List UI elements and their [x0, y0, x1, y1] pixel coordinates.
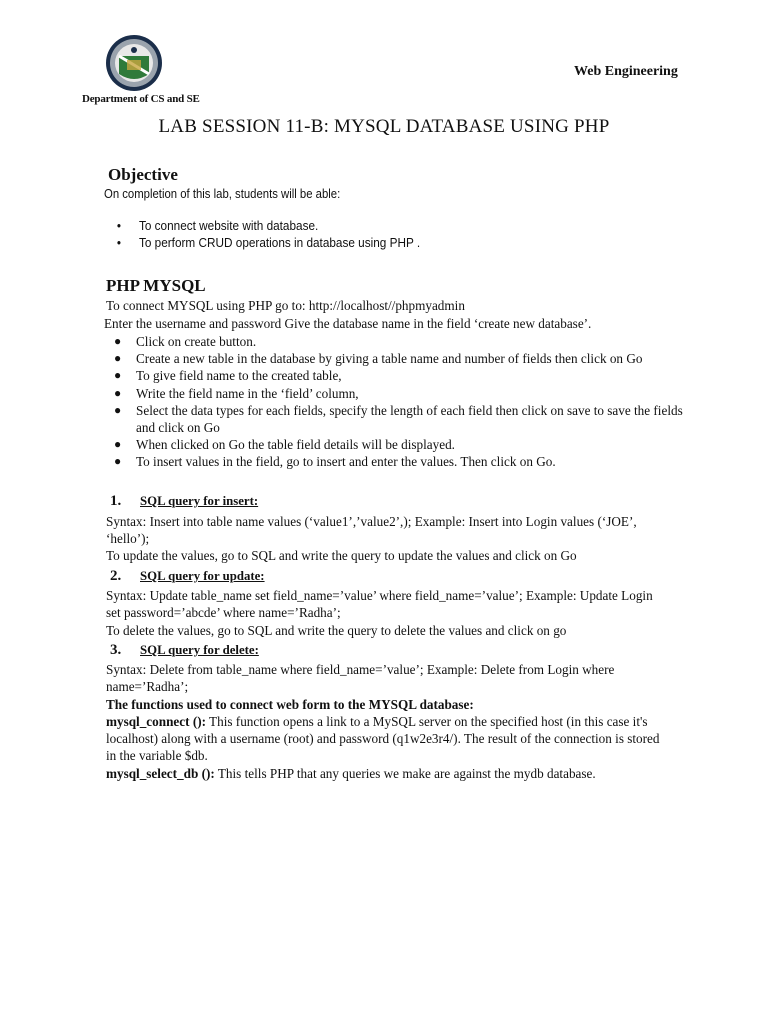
query-insert-syntax: Syntax: Insert into table name values (‘value1’,’value2’,); Example: Insert into Login values (‘JOE’, ‘hello’); — [106, 514, 637, 547]
list-item: ● Click on create button. — [114, 334, 257, 349]
delete-instruction: To delete the values, go to SQL and write the query to delete the values and click on go — [106, 623, 567, 638]
objective-list — [104, 217, 448, 251]
list-item: ● To insert values in the field, go to insert and enter the values. Then click on Go. — [114, 454, 556, 470]
list-item: • To connect website with database. — [116, 218, 319, 233]
department-name: Department of CS and SE — [82, 93, 200, 105]
list-item: ● Select the data types for each fields, specify the length of each field then click on save to save the fields and click on Go — [114, 402, 683, 436]
functions-heading: The functions used to connect web form to the MYSQL database: — [106, 697, 474, 712]
university-seal-logo — [105, 34, 163, 92]
mysql-select-db-description: mysql_select_db (): This tells PHP that any queries we make are against the mydb database. — [106, 766, 596, 781]
query-insert-heading: 1. SQL query for insert: — [110, 493, 259, 509]
mysql-connect-name: mysql_connect (): — [106, 714, 206, 729]
list-item: ● To give field name to the created table, — [114, 368, 342, 384]
query-delete-heading: 3. SQL query for delete: — [110, 642, 259, 658]
login-instruction: Enter the username and password Give the database name in the field ‘create new database’. — [104, 316, 592, 331]
list-item: ● Create a new table in the database by giving a table name and number of fields then click on Go — [114, 351, 643, 367]
php-mysql-heading: PHP MYSQL — [106, 276, 206, 295]
list-item: • To perform CRUD operations in database using PHP . — [116, 235, 421, 250]
steps-list — [106, 333, 686, 471]
query-update-heading: 2. SQL query for update: — [110, 568, 265, 584]
list-item: ● When clicked on Go the table field details will be displayed. — [114, 437, 455, 453]
lab-title: LAB SESSION 11-B: MYSQL DATABASE USING PHP — [158, 116, 610, 137]
course-name: Web Engineering — [574, 64, 678, 79]
query-delete-syntax: Syntax: Delete from table_name where field_name=’value’; Example: Delete from Login where name=’Radha’; — [106, 662, 615, 695]
objective-heading: Objective — [108, 165, 178, 184]
list-item: ● Write the field name in the ‘field’ column, — [114, 385, 359, 401]
mysql-connect-description: mysql_connect (): This function opens a link to a MySQL server on the specified host (in this case it's localhost) along with a username (root) and password (q1w2e3r4/). The result of the connection is stored in the variable $db. — [106, 714, 660, 764]
mysql-select-db-name: mysql_select_db (): — [106, 766, 215, 781]
query-update-syntax: Syntax: Update table_name set field_name=’value’ where field_name=’value’; Example: Update Login set password=’abcde’ where name=’Radha’; — [106, 588, 653, 621]
seal-icon — [105, 34, 163, 92]
objective-intro: On completion of this lab, students will be able: — [104, 187, 341, 201]
update-instruction: To update the values, go to SQL and write the query to update the values and click on Go — [106, 548, 577, 563]
connect-instruction: To connect MYSQL using PHP go to: http://localhost//phpmyadmin — [106, 298, 465, 313]
